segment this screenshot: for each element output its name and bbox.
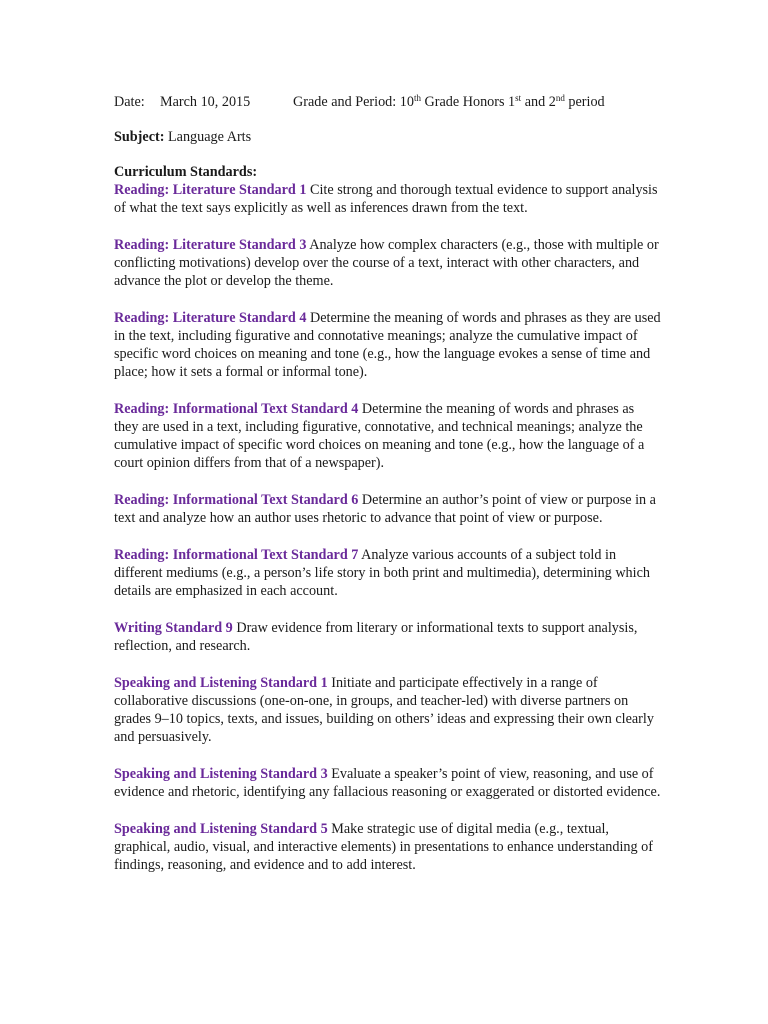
subject-row [114, 128, 662, 146]
standard-item [114, 236, 662, 290]
standard-item [114, 309, 662, 381]
standard-item [114, 491, 662, 527]
standard-title: Speaking and Listening Standard 3 [114, 766, 328, 782]
standard-item [114, 619, 662, 655]
subject-label: Subject: [114, 129, 165, 145]
standard-title: Reading: Informational Text Standard 7 [114, 547, 359, 563]
standards-heading: Curriculum Standards: [114, 164, 258, 180]
standard-title: Speaking and Listening Standard 5 [114, 821, 328, 837]
standard-title: Reading: Informational Text Standard 6 [114, 492, 359, 508]
standard-text: Analyze how complex characters (e.g., those with multiple or conflicting motivations) develop over the course of a text, interact with other characters, and advance the plot or develop the theme. [114, 237, 659, 289]
standard-title: Writing Standard 9 [114, 620, 233, 636]
grade-period: Grade and Period: 10th Grade Honors 1st and 2nd period [293, 93, 605, 110]
standard-item [114, 674, 662, 746]
header-row [114, 93, 662, 111]
standard-title: Reading: Literature Standard 3 [114, 237, 307, 253]
standard-item [114, 400, 662, 472]
standard-title: Speaking and Listening Standard 1 [114, 675, 328, 691]
standard-item [114, 546, 662, 600]
standard-text: Determine an author’s point of view or purpose in a text and analyze how an author uses rhetoric to advance that point of view or purpose. [114, 492, 656, 526]
standard-item [114, 820, 662, 874]
standard-item [114, 765, 662, 801]
standard-text: Cite strong and thorough textual evidence to support analysis of what the text says explicitly as well as inferences drawn from the text. [114, 182, 658, 216]
standard-text: Determine the meaning of words and phrases as they are used in the text, including figurative and connotative meanings; analyze the cumulative impact of specific word choices on meaning and tone (e.g., how the language evokes a sense of time and place; how it sets a formal or informal tone). [114, 310, 661, 380]
standard-title: Reading: Literature Standard 4 [114, 310, 307, 326]
standard-item [114, 181, 662, 217]
standard-text: Evaluate a speaker’s point of view, reasoning, and use of evidence and rhetoric, identifying any fallacious reasoning or exaggerated or distorted evidence. [114, 766, 661, 800]
standard-text: Initiate and participate effectively in a range of collaborative discussions (one-on-one, in groups, and teacher-led) with diverse partners on grades 9–10 topics, texts, and issues, building on others’ ideas and expressing their own clearly and persuasively. [114, 675, 654, 745]
standard-text: Analyze various accounts of a subject told in different mediums (e.g., a person’s life story in both print and multimedia), determining which details are emphasized in each account. [114, 547, 650, 599]
date-value: March 10, 2015 [160, 94, 251, 110]
date-label: Date: [114, 94, 145, 110]
standard-title: Reading: Informational Text Standard 4 [114, 401, 359, 417]
standard-title: Reading: Literature Standard 1 [114, 182, 307, 198]
standard-text: Determine the meaning of words and phrases as they are used in a text, including figurative, connotative, and technical meanings; analyze the cumulative impact of specific word choices on meaning and tone (e.g., how the language of a court opinion differs from that of a newspaper). [114, 401, 645, 471]
standard-text: Draw evidence from literary or informational texts to support analysis, reflection, and research. [114, 620, 638, 654]
subject-value: Language Arts [164, 129, 252, 145]
standard-text: Make strategic use of digital media (e.g., textual, graphical, audio, visual, and interactive elements) in presentations to enhance understanding of findings, reasoning, and evidence and to add interest. [114, 821, 653, 873]
document-page [114, 93, 662, 893]
